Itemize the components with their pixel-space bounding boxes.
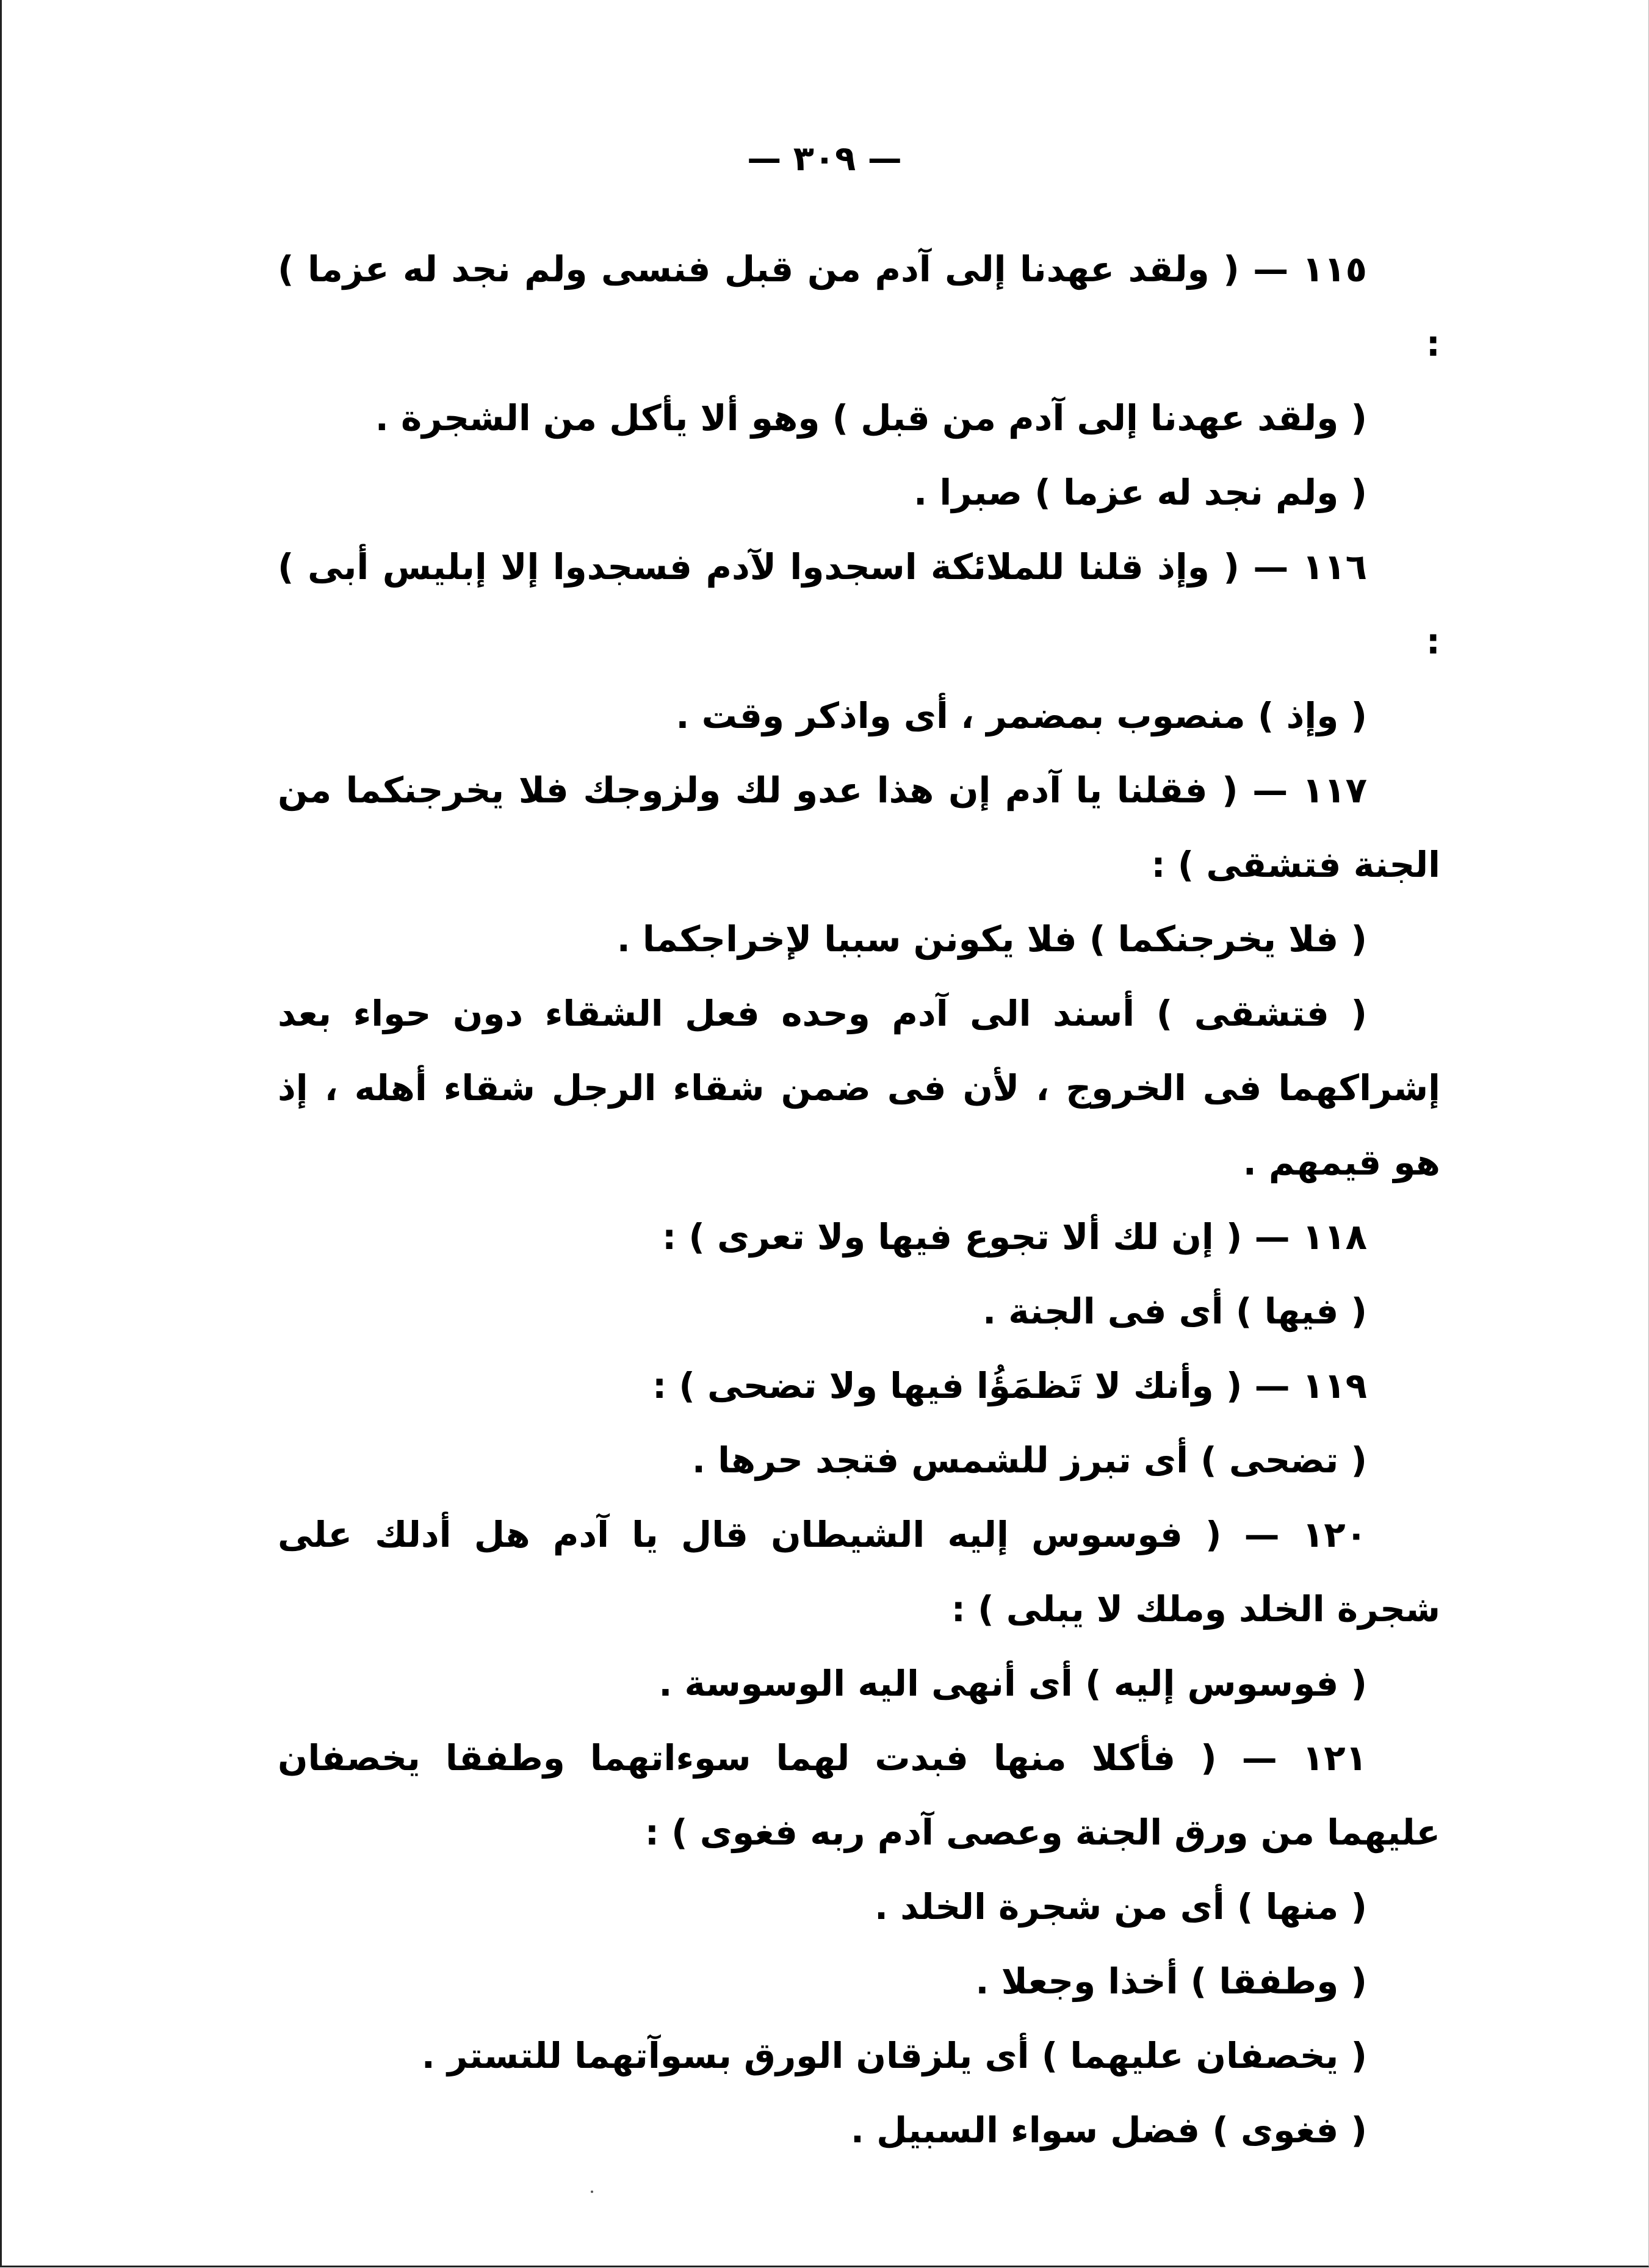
gloss-115-a: ( ولقد عهدنا إلى آدم من قبل ) وهو ألا يأكل من الشجرة . [375,397,1367,439]
verse-115: ١١٥ — ( ولقد عهدنا إلى آدم من قبل فنسى ولم نجد له عزما ) : [278,248,1440,364]
gloss-117-b: ( فتشقى ) أسند الى آدم وحده فعل الشقاء دون حواء بعد إشراكهما فى الخروج ، لأن فى ضمن شقاء الرجل شقاء أهله ، إذ هو قيمهم . [278,993,1440,1183]
gloss-121-d: ( فغوى ) فضل سواء السبيل . [850,2109,1367,2151]
page-number: — ٣٠٩ — [747,139,902,179]
verse-120: ١٢٠ — ( فوسوس إليه الشيطان قال يا آدم هل أدلك على شجرة الخلد وملك لا يبلى ) : [278,1514,1440,1630]
gloss-117-a: ( فلا يخرجنكما ) فلا يكونن سببا لإخراجكما . [616,918,1367,960]
gloss-118: ( فيها ) أى فى الجنة . [983,1291,1367,1332]
gloss-119: ( تضحى ) أى تبرز للشمس فتجد حرها . [691,1439,1367,1481]
gloss-121-a: ( منها ) أى من شجرة الخلد . [875,1886,1367,1928]
gloss-121-b: ( وطفقا ) أخذا وجعلا . [975,1960,1367,2002]
verse-117: ١١٧ — ( فقلنا يا آدم إن هذا عدو لك ولزوجك فلا يخرجنكما من الجنة فتشقى ) : [278,769,1440,885]
page-body [278,232,1440,2167]
gloss-120: ( فوسوس إليه ) أى أنهى اليه الوسوسة . [659,1663,1367,1704]
verse-116: ١١٦ — ( وإذ قلنا للملائكة اسجدوا لآدم فسجدوا إلا إبليس أبى ) : [278,546,1440,662]
verse-118: ١١٨ — ( إن لك ألا تجوع فيها ولا تعرى ) : [662,1216,1367,1258]
gloss-121-c: ( يخصفان عليهما ) أى يلزقان الورق بسوآتهما للتستر . [421,2035,1367,2076]
verse-121: ١٢١ — ( فأكلا منها فبدت لهما سوءاتهما وطفقا يخصفان عليهما من ورق الجنة وعصى آدم ربه فغوى ) : [278,1737,1440,1853]
scan-speck [591,2191,593,2193]
verse-119: ١١٩ — ( وأنك لا تَظمَؤُا فيها ولا تضحى ) : [652,1365,1367,1406]
gloss-116: ( وإذ ) منصوب بمضمر ، أى واذكر وقت . [676,695,1367,736]
gloss-115-b: ( ولم نجد له عزما ) صبرا . [914,472,1367,513]
